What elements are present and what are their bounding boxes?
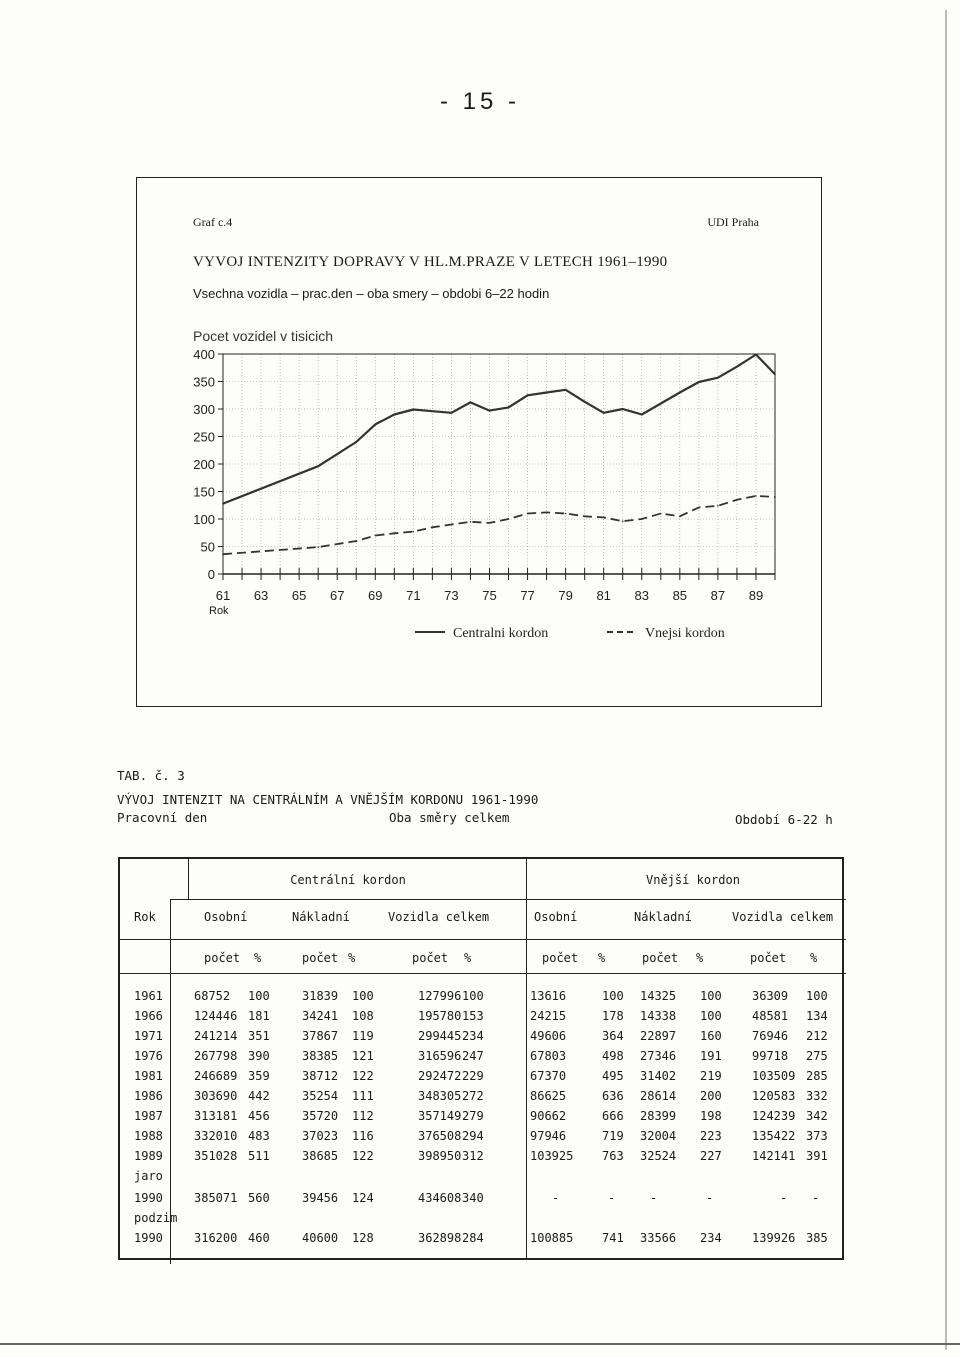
cell-percent: 483 <box>248 1129 270 1143</box>
column-header: Vozidla celkem <box>388 910 490 924</box>
cell-percent: 223 <box>700 1129 722 1143</box>
cell-percent: 373 <box>806 1129 828 1143</box>
data-point <box>565 513 567 515</box>
row-year: 1989 <box>134 1149 163 1163</box>
data-point <box>641 518 643 520</box>
data-point <box>413 531 415 533</box>
cell-percent: 340 <box>462 1191 484 1205</box>
subheader-count: počet <box>750 951 787 965</box>
cell-count: 299445 <box>418 1029 462 1043</box>
cell-percent: 100 <box>806 989 828 1003</box>
data-point <box>717 377 719 379</box>
cell-count: 100885 <box>530 1231 574 1245</box>
figure-subtitle: Vsechna vozidla – prac.den – oba smery – obdobi 6–22 hodin <box>193 286 550 301</box>
data-point <box>508 407 510 409</box>
data-point <box>394 414 396 416</box>
cell-percent: 495 <box>602 1069 624 1083</box>
subheader-percent: % <box>696 951 704 965</box>
row-year: 1966 <box>134 1009 163 1023</box>
cell-percent: 312 <box>462 1149 484 1163</box>
row-year: 1987 <box>134 1109 163 1123</box>
cell-count: 37867 <box>302 1029 339 1043</box>
cell-count: 32004 <box>640 1129 677 1143</box>
traffic-table <box>118 857 844 1260</box>
row-year: 1981 <box>134 1069 163 1083</box>
cell-count: 14325 <box>640 989 677 1003</box>
x-tick-label: 77 <box>520 588 535 603</box>
row-season: jaro <box>134 1169 163 1183</box>
cell-percent: 442 <box>248 1089 270 1103</box>
cell-count: 142141 <box>752 1149 796 1163</box>
data-point <box>432 410 434 412</box>
cell-count: 24215 <box>530 1009 567 1023</box>
table-period: Období 6-22 h <box>735 812 833 827</box>
data-point <box>470 402 472 404</box>
data-point <box>660 513 662 515</box>
y-tick-label: 300 <box>193 402 215 417</box>
cell-percent: 227 <box>700 1149 722 1163</box>
cell-percent: 100 <box>462 989 484 1003</box>
cell-percent: 741 <box>602 1231 624 1245</box>
cell-count: 357149 <box>418 1109 462 1123</box>
cell-count: 376508 <box>418 1129 462 1143</box>
cell-count: 316596 <box>418 1049 462 1063</box>
data-point <box>527 513 529 515</box>
data-point <box>603 412 605 414</box>
cell-count: 76946 <box>752 1029 789 1043</box>
cell-percent: 460 <box>248 1231 270 1245</box>
cell-percent: 294 <box>462 1129 484 1143</box>
column-rule <box>170 899 171 1264</box>
cell-percent: 385 <box>806 1231 828 1245</box>
data-point <box>489 522 491 524</box>
data-point <box>755 495 757 497</box>
data-point <box>755 354 757 356</box>
x-tick-label: 81 <box>596 588 611 603</box>
cell-count: 292472 <box>418 1069 462 1083</box>
cell-percent: 122 <box>352 1149 374 1163</box>
subheader-percent: % <box>254 951 262 965</box>
data-point <box>355 540 357 542</box>
cell-percent: 666 <box>602 1109 624 1123</box>
data-point <box>641 414 643 416</box>
header-rule <box>120 939 846 940</box>
header-rule <box>120 973 846 974</box>
x-tick-label: 79 <box>558 588 573 603</box>
cell-count: 39456 <box>302 1191 339 1205</box>
cell-percent: 234 <box>700 1231 722 1245</box>
page-number: - 15 - <box>439 88 520 115</box>
data-point <box>413 409 415 411</box>
group-header-outer: Vnější kordon <box>646 873 740 887</box>
data-point <box>527 394 529 396</box>
cell-percent: 124 <box>352 1191 374 1205</box>
x-tick-label: 75 <box>482 588 497 603</box>
cell-count: 135422 <box>752 1129 796 1143</box>
cell-percent: 456 <box>248 1109 270 1123</box>
cell-count: 103509 <box>752 1069 796 1083</box>
cell-count: 103925 <box>530 1149 574 1163</box>
subheader-count: počet <box>302 951 339 965</box>
x-tick-label: 87 <box>710 588 726 603</box>
header-rule <box>170 899 846 900</box>
cell-percent: 498 <box>602 1049 624 1063</box>
cell-count: 49606 <box>530 1029 567 1043</box>
cell-count: 434608 <box>418 1191 462 1205</box>
figure-frame <box>136 177 822 707</box>
cell-percent: - <box>812 1191 820 1205</box>
subheader-count: počet <box>542 951 579 965</box>
y-tick-label: 150 <box>193 484 215 500</box>
data-point <box>679 515 681 517</box>
y-tick-label: 350 <box>193 374 215 390</box>
cell-percent: 181 <box>248 1009 270 1023</box>
cell-percent: 390 <box>248 1049 270 1063</box>
cell-count: 120583 <box>752 1089 796 1103</box>
scan-edge <box>945 10 947 1350</box>
row-season: podzim <box>134 1211 178 1225</box>
cell-count: 13616 <box>530 989 567 1003</box>
column-rule <box>188 859 189 899</box>
y-tick-label: 250 <box>193 429 215 445</box>
cell-count: 35254 <box>302 1089 339 1103</box>
column-header: Osobní <box>534 910 578 924</box>
cell-percent: 511 <box>248 1149 270 1163</box>
cell-percent: 332 <box>806 1089 828 1103</box>
cell-percent: 351 <box>248 1029 270 1043</box>
cell-count: 48581 <box>752 1009 789 1023</box>
data-point <box>432 526 434 528</box>
cell-percent: 100 <box>352 989 374 1003</box>
data-point <box>603 517 605 519</box>
subheader-percent: % <box>464 951 472 965</box>
cell-count: 348305 <box>418 1089 462 1103</box>
subheader-count: počet <box>412 951 449 965</box>
cell-count: 398950 <box>418 1149 462 1163</box>
cell-percent: 284 <box>462 1231 484 1245</box>
cell-count: 28614 <box>640 1089 677 1103</box>
cell-percent: 636 <box>602 1089 624 1103</box>
row-year: 1990 <box>134 1231 163 1245</box>
cell-percent: 134 <box>806 1009 828 1023</box>
cell-count: 32524 <box>640 1149 677 1163</box>
data-point <box>774 374 776 376</box>
data-point <box>584 401 586 403</box>
cell-percent: 560 <box>248 1191 270 1205</box>
data-point <box>222 553 224 555</box>
series-line-outer <box>223 496 775 554</box>
data-point <box>736 366 738 368</box>
cell-count: 33566 <box>640 1231 677 1245</box>
subheader-count: počet <box>642 951 679 965</box>
x-tick-label: 73 <box>444 588 459 603</box>
cell-percent: 119 <box>352 1029 374 1043</box>
cell-count: 38385 <box>302 1049 339 1063</box>
cell-count: 385071 <box>194 1191 238 1205</box>
y-tick-label: 0 <box>207 567 215 582</box>
cell-percent: 275 <box>806 1049 828 1063</box>
series-line-central <box>223 355 775 504</box>
column-header: Nákladní <box>634 910 692 924</box>
cell-count: 241214 <box>194 1029 238 1043</box>
x-axis-label: Rok <box>209 605 229 617</box>
cell-count: 195780 <box>418 1009 462 1023</box>
cell-count: 22897 <box>640 1029 677 1043</box>
data-point <box>317 546 319 548</box>
header-year: Rok <box>134 910 156 924</box>
cell-count: 38712 <box>302 1069 339 1083</box>
cell-count: 38685 <box>302 1149 339 1163</box>
data-point <box>774 496 776 498</box>
data-point <box>394 533 396 535</box>
data-point <box>317 465 319 467</box>
data-point <box>698 381 700 383</box>
cell-percent: - <box>608 1191 616 1205</box>
cell-count: 267798 <box>194 1049 238 1063</box>
cell-count: 362898 <box>418 1231 462 1245</box>
cell-count: 37023 <box>302 1129 339 1143</box>
x-tick-label: 71 <box>406 588 421 603</box>
page-bottom-rule <box>0 1343 960 1345</box>
cell-percent: 112 <box>352 1109 374 1123</box>
row-year: 1961 <box>134 989 163 1003</box>
cell-count: 124239 <box>752 1109 796 1123</box>
figure-organization: UDI Praha <box>707 215 759 229</box>
cell-percent: 272 <box>462 1089 484 1103</box>
data-point <box>222 503 224 505</box>
row-year: 1971 <box>134 1029 163 1043</box>
cell-count: 31839 <box>302 989 339 1003</box>
cell-percent: 122 <box>352 1069 374 1083</box>
data-point <box>736 499 738 501</box>
x-tick-label: 65 <box>291 588 307 603</box>
cell-percent: 342 <box>806 1109 828 1123</box>
column-header: Osobní <box>204 910 248 924</box>
figure-title: VYVOJ INTENZITY DOPRAVY V HL.M.PRAZE V LETECH 1961–1990 <box>193 254 668 270</box>
data-point <box>451 412 453 414</box>
cell-count: 313181 <box>194 1109 238 1123</box>
cell-percent: 116 <box>352 1129 374 1143</box>
figure-number: Graf c.4 <box>193 215 233 229</box>
row-year: 1990 <box>134 1191 163 1205</box>
cell-percent: 212 <box>806 1029 828 1043</box>
row-year: 1976 <box>134 1049 163 1063</box>
data-point <box>546 512 548 514</box>
cell-percent: 200 <box>700 1089 722 1103</box>
cell-count: 14338 <box>640 1009 677 1023</box>
data-point <box>584 515 586 517</box>
legend-label-outer: Vnejsi kordon <box>645 626 725 641</box>
cell-percent: 279 <box>462 1109 484 1123</box>
data-point <box>508 518 510 520</box>
column-header: Nákladní <box>292 910 350 924</box>
cell-percent: 153 <box>462 1009 484 1023</box>
cell-count: 303690 <box>194 1089 238 1103</box>
cell-count: 99718 <box>752 1049 789 1063</box>
subheader-count: počet <box>204 951 241 965</box>
column-header: Vozidla celkem <box>732 910 834 924</box>
x-tick-label: 61 <box>215 588 231 603</box>
cell-count: 86625 <box>530 1089 567 1103</box>
cell-count: 31402 <box>640 1069 677 1083</box>
x-tick-label: 69 <box>368 588 383 603</box>
cell-percent: 100 <box>700 989 722 1003</box>
cell-percent: 247 <box>462 1049 484 1063</box>
cell-count: 28399 <box>640 1109 677 1123</box>
cell-count: 139926 <box>752 1231 796 1245</box>
traffic-line-chart <box>137 178 823 708</box>
data-point <box>698 507 700 509</box>
cell-count: 246689 <box>194 1069 238 1083</box>
x-tick-label: 83 <box>634 588 649 603</box>
cell-percent: 111 <box>352 1089 374 1103</box>
table-number: TAB. č. 3 <box>117 768 185 783</box>
data-point <box>470 521 472 523</box>
data-point <box>489 410 491 412</box>
cell-count: 67803 <box>530 1049 567 1063</box>
x-tick-label: 89 <box>748 588 764 603</box>
cell-count: - <box>780 1191 788 1205</box>
cell-count: 316200 <box>194 1231 238 1245</box>
cell-count: 36309 <box>752 989 789 1003</box>
cell-percent: 359 <box>248 1069 270 1083</box>
y-tick-label: 50 <box>200 539 215 555</box>
data-point <box>565 389 567 391</box>
cell-count: 34241 <box>302 1009 339 1023</box>
cell-percent: 108 <box>352 1009 374 1023</box>
data-point <box>622 520 624 522</box>
subheader-percent: % <box>598 951 606 965</box>
data-point <box>679 392 681 394</box>
cell-percent: 128 <box>352 1231 374 1245</box>
data-point <box>355 441 357 443</box>
y-tick-label: 100 <box>193 512 215 527</box>
table-working-day: Pracovní den <box>117 810 208 825</box>
cell-percent: 234 <box>462 1029 484 1043</box>
cell-percent: 719 <box>602 1129 624 1143</box>
cell-percent: 364 <box>602 1029 624 1043</box>
data-point <box>622 408 624 410</box>
row-year: 1986 <box>134 1089 163 1103</box>
cell-count: 35720 <box>302 1109 339 1123</box>
data-point <box>546 392 548 394</box>
cell-count: 97946 <box>530 1129 567 1143</box>
y-tick-label: 200 <box>193 457 215 472</box>
data-point <box>660 403 662 405</box>
cell-percent: 198 <box>700 1109 722 1123</box>
cell-count: 27346 <box>640 1049 677 1063</box>
x-tick-label: 63 <box>253 588 269 603</box>
table-directions: Oba směry celkem <box>389 810 510 825</box>
cell-count: 127996 <box>418 989 462 1003</box>
cell-count: - <box>552 1191 560 1205</box>
cell-count: 351028 <box>194 1149 238 1163</box>
group-header-central: Centrální kordon <box>290 873 406 887</box>
cell-percent: 191 <box>700 1049 722 1063</box>
data-point <box>717 505 719 507</box>
cell-percent: 229 <box>462 1069 484 1083</box>
cell-count: 124446 <box>194 1009 238 1023</box>
cell-percent: 391 <box>806 1149 828 1163</box>
subheader-percent: % <box>810 951 818 965</box>
y-tick-label: 400 <box>193 347 215 362</box>
cell-percent: 100 <box>602 989 624 1003</box>
x-tick-label: 67 <box>329 588 345 603</box>
cell-percent: 178 <box>602 1009 624 1023</box>
cell-percent: 285 <box>806 1069 828 1083</box>
cell-count: 40600 <box>302 1231 339 1245</box>
column-rule <box>526 859 527 1260</box>
cell-percent: 219 <box>700 1069 722 1083</box>
legend-label-central: Centralni kordon <box>453 626 549 641</box>
cell-percent: 160 <box>700 1029 722 1043</box>
x-tick-label: 85 <box>672 588 688 603</box>
cell-count: 90662 <box>530 1109 567 1123</box>
data-point <box>374 424 376 426</box>
table-title: VÝVOJ INTENZIT NA CENTRÁLNÍM A VNĚJŠÍM KORDONU 1961-1990 <box>117 792 539 807</box>
subheader-percent: % <box>348 951 356 965</box>
cell-count: - <box>650 1191 658 1205</box>
cell-percent: - <box>706 1191 714 1205</box>
data-point <box>374 535 376 537</box>
row-year: 1988 <box>134 1129 163 1143</box>
cell-percent: 100 <box>248 989 270 1003</box>
cell-percent: 121 <box>352 1049 374 1063</box>
cell-count: 68752 <box>194 989 231 1003</box>
cell-percent: 763 <box>602 1149 624 1163</box>
data-point <box>451 524 453 526</box>
cell-count: 332010 <box>194 1129 238 1143</box>
y-axis-label: Pocet vozidel v tisicich <box>193 328 334 344</box>
cell-percent: 100 <box>700 1009 722 1023</box>
cell-count: 67370 <box>530 1069 567 1083</box>
